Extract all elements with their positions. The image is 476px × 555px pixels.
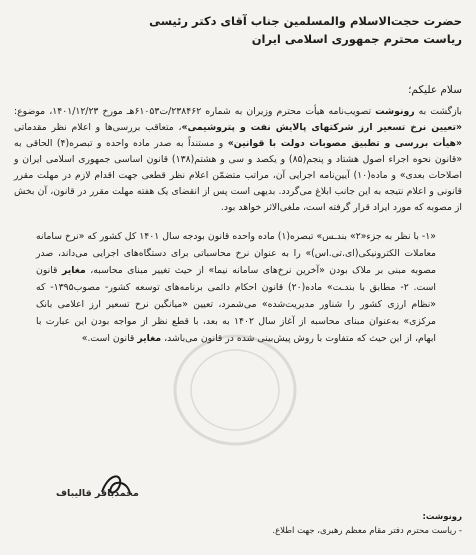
addressee-line-2: ریاست محترم جمهوری اسلامی ایران xyxy=(251,32,462,46)
letter-header xyxy=(14,12,462,48)
cc-title: رونوشت: xyxy=(422,512,462,522)
main-paragraph xyxy=(14,104,462,216)
text-seg: قانون است.» xyxy=(81,333,138,344)
text-bold-seg: مغایر xyxy=(137,333,162,344)
text-seg: بازگشت به xyxy=(414,106,462,117)
text-seg: و مستنداً به صدر ماده واحده و تبصره(۴) الحاقی به «قانون نحوه اجراء اصول هشتاد و پنجم(۸۵) و یکصد و سی و هشتم(۱۳۸) قانون اساسی جمهوری اسلامی ایران و اصلاحات بعدی» و ماده(۱۰) آیین‌نامه اجرایی آن، مراتب متضمّن اعلام نظر قطعی جهت اقدام لازم در مهلت مقرر قانونی و اعلام نتیجه به این جانب ابلاغ می‌گردد. بدیهی است پس از انقضای یک هفته مهلت مقرر در قانون، آن بخش از مصوبه که مورد ایراد قرار گرفته است، ملغی‌الاثر خواهد بود. xyxy=(14,138,463,213)
text-bold-seg: مغایر xyxy=(62,265,86,276)
greeting: سلام علیکم؛ xyxy=(408,84,462,96)
text-seg: تصویب‌نامه هیأت محترم وزیران به شماره ۲۳۸۴۶۲/ت۶۱۰۵۳هـ مورخ ۱۴۰۱/۱۲/۲۳، موضوع: xyxy=(14,106,376,117)
text-seg: ، متعاقب بررسی‌ها و اعلام نظر مقدماتی xyxy=(14,122,182,133)
text-bold-seg: «هیأت بررسی و تطبیق مصوبات دولت با قوانین» xyxy=(227,138,463,149)
text-seg: «۱- با نظر به جزء«۲» بندـس» تبصره(۱) ماده واحده قانون بودجه سال ۱۴۰۱ کل کشور که «نرخ سامانه معاملات الکترونیکی(ای.تی.اس)» را به عنوان نرخ محاسباتی برای دستگاه‌های اجرایی می‌داند، صدر مصوبه مبنی بر ملاک بودن «آخرین نرخ‌های سامانه نیما» از حیث تغییر مبنای محاسبه، xyxy=(36,231,436,276)
text-bold-seg: «تعیین نرخ تسعیر ارز شرکتهای پالایش نفت و پتروشیمی» xyxy=(181,122,462,133)
addressee-line-1: حضرت حجت‌الاسلام والمسلمین جناب آقای دکتر رئیسی xyxy=(149,14,462,28)
cc-line: - ریاست محترم دفتر مقام معظم رهبری، جهت اطلاع. xyxy=(272,526,462,536)
text-seg: قانون است. ۲- مطابق با بندـت» ماده(۲۰) قانون احکام دائمی برنامه‌های توسعه کشور- مصوب۱۳۹۵- که «نظام ارزی کشور را شناور مدیریت‌شده» می‌شمرد، تعیین «میانگین نرخ تسعیر ارز اعلامی بانک مرکزی» به‌عنوان مبنای محاسبه از آغاز سال ۱۴۰۲ به بعد، با قطع نظر از مواجه بودن این عبارت با ابهام، از این حیث که متفاوت با روش پیش‌بینی شده در قانون می‌باشد، xyxy=(36,265,437,344)
stamp-watermark xyxy=(170,330,300,450)
signatory-name: محمدباقر قالیباف xyxy=(56,488,139,499)
text-bold-seg: رونوشت xyxy=(375,106,415,117)
carbon-copy xyxy=(22,510,462,538)
